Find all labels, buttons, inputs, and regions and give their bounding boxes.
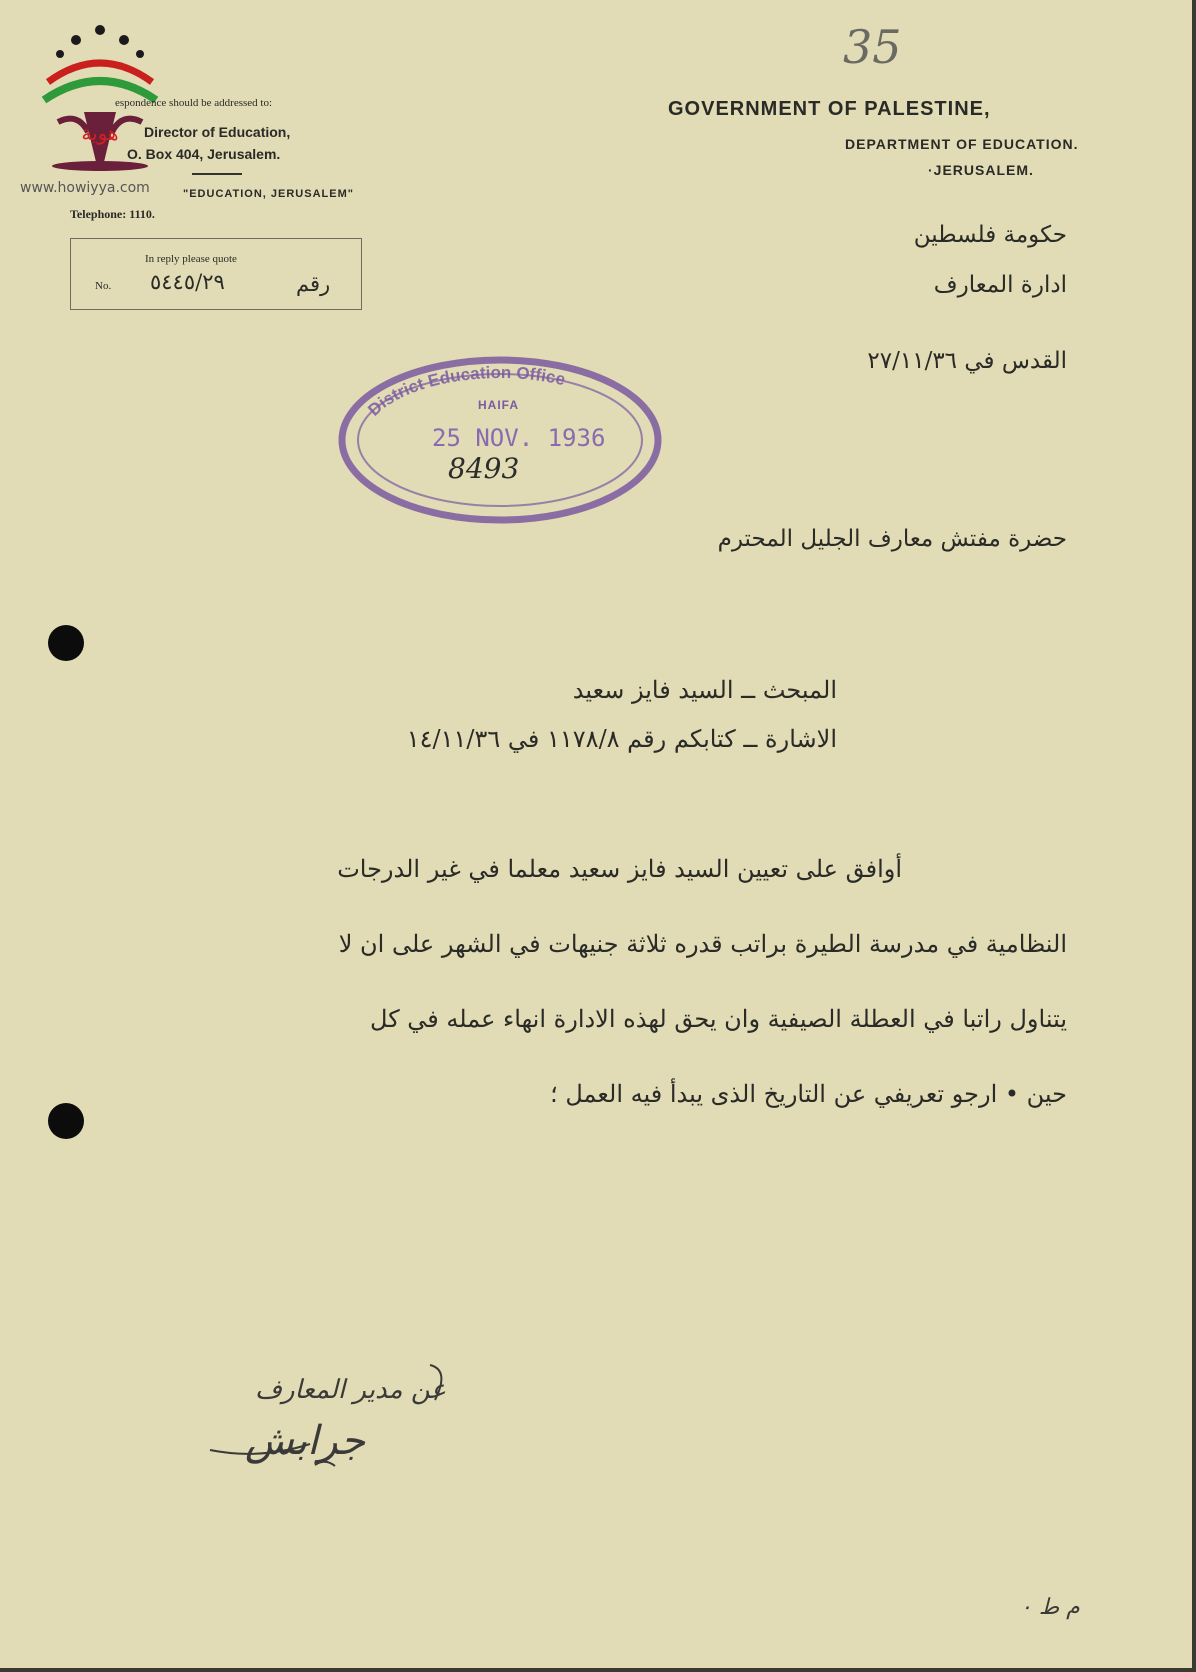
arabic-department: ادارة المعارف bbox=[933, 272, 1067, 298]
correspondence-line1: Director of Education, bbox=[144, 124, 291, 140]
stamp-number: 8493 bbox=[448, 452, 520, 485]
logo-website: www.howiyya.com bbox=[20, 180, 150, 196]
date-line: القدس في ٢٧/١١/٣٦ bbox=[867, 348, 1067, 374]
punch-hole-bottom bbox=[48, 1103, 84, 1139]
signature-flourish bbox=[200, 1360, 470, 1480]
body-line-2: النظامية في مدرسة الطيرة براتب قدره ثلاثة جنيهات في الشهر على ان لا bbox=[338, 930, 1067, 958]
stamp-city: HAIFA bbox=[478, 398, 519, 412]
svg-text:هوية: هوية bbox=[81, 121, 119, 145]
signature-line1: عن مدير المعارف bbox=[255, 1375, 447, 1405]
correspondence-line2: O. Box 404, Jerusalem. bbox=[127, 146, 281, 162]
body-line-4: حين • ارجو تعريفي عن التاريخ الذى يبدأ فيه العمل ؛ bbox=[550, 1080, 1067, 1108]
salutation: حضرة مفتش معارف الجليل المحترم bbox=[717, 526, 1067, 552]
stamp-arc-label: District Education Office bbox=[364, 362, 568, 420]
divider bbox=[192, 173, 242, 175]
reference-line: الاشارة ــ كتابكم رقم ١١٧٨/٨ في ١٤/١١/٣٦ bbox=[406, 725, 837, 753]
city-title: ·JERUSALEM. bbox=[928, 162, 1034, 178]
correspondence-heading: espondence should be addressed to: bbox=[115, 97, 273, 109]
initials: م ط ٠ bbox=[1020, 1595, 1080, 1620]
body-line-3: يتناول راتبا في العطلة الصيفية وان يحق لهذه الادارة انهاء عمله في كل bbox=[370, 1005, 1067, 1033]
subject-line: المبحث ــ السيد فايز سعيد bbox=[572, 676, 837, 704]
arabic-government: حكومة فلسطين bbox=[913, 222, 1067, 248]
body-line-1: أوافق على تعيين السيد فايز سعيد معلما في غير الدرجات bbox=[337, 855, 902, 883]
telephone: Telephone: 1110. bbox=[70, 207, 155, 221]
stamp-date: 25 NOV. 1936 bbox=[432, 424, 606, 452]
reply-raqm: رقم bbox=[296, 272, 331, 296]
telegrams: "EDUCATION, JERUSALEM" bbox=[183, 188, 354, 200]
reply-caption: In reply please quote bbox=[145, 253, 237, 265]
reply-number: ٥٤٤٥/٢٩ bbox=[150, 270, 225, 294]
government-title: GOVERNMENT OF PALESTINE, bbox=[668, 98, 991, 120]
page-number: 35 bbox=[843, 20, 902, 74]
svg-text:District Education Office bbox=[364, 363, 567, 420]
punch-hole-top bbox=[48, 625, 84, 661]
signature-line2: جرابش bbox=[245, 1418, 366, 1464]
department-title: DEPARTMENT OF EDUCATION. bbox=[845, 136, 1079, 152]
reply-no-label: No. bbox=[95, 280, 112, 292]
